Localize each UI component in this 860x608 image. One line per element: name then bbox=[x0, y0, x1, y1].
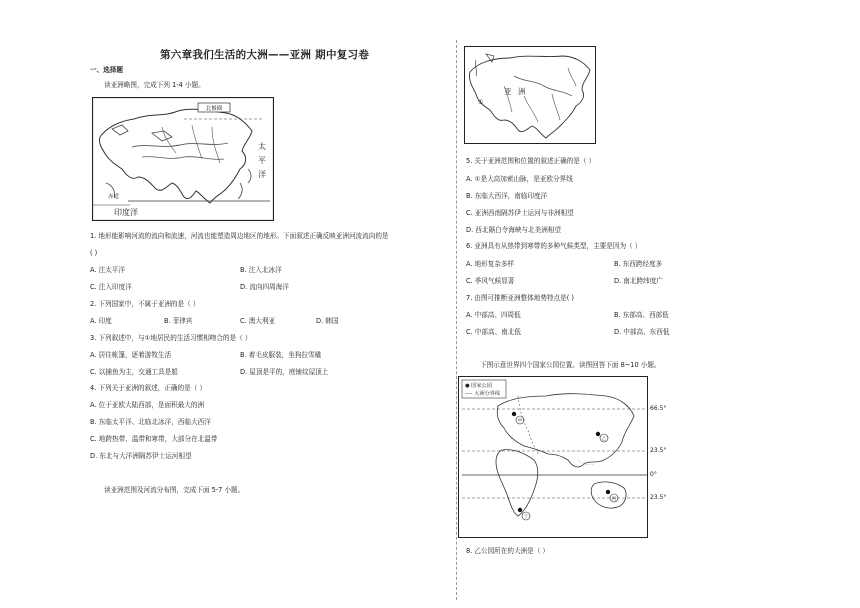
q4-option-d[interactable]: D. 东北与大洋洲隔苏伊士运河相望 bbox=[90, 452, 192, 460]
q1-blank: ( ) bbox=[90, 249, 98, 257]
q3-stem: 3. 下列叙述中，与①地居民的生活习惯相吻合的是（ ） bbox=[90, 334, 252, 342]
legend-park: ● 国家公园 bbox=[465, 383, 492, 389]
park-mark-bing: 丙 bbox=[611, 497, 617, 502]
q3-option-c[interactable]: C. 以捕鱼为主，交通工具是船 bbox=[90, 368, 178, 376]
park-mark-yi: 乙 bbox=[601, 437, 607, 442]
asia-rivers-map bbox=[464, 46, 596, 144]
q4-option-a[interactable]: A. 位于亚欧大陆西部，是面积最大的洲 bbox=[90, 401, 205, 409]
q4-stem: 4. 下列关于亚洲的叙述，正确的是（ ） bbox=[90, 384, 206, 392]
column-divider bbox=[456, 40, 457, 600]
park-mark-ding: 丁 bbox=[523, 515, 529, 520]
q1-option-a[interactable]: A. 注太平洋 bbox=[90, 266, 125, 274]
map2-label-ya: 亚 bbox=[504, 87, 512, 96]
q5-option-d[interactable]: D. 西北隔白令海峡与北美洲相望 bbox=[466, 226, 561, 234]
park-mark-jia: 甲 bbox=[517, 419, 523, 424]
lat-label-23-5s: 23.5° bbox=[650, 494, 667, 501]
intro-q1-4: 读亚洲略图，完成下列 1-4 小题。 bbox=[104, 81, 205, 89]
q3-option-a[interactable]: A. 居住帐篷，逐着游牧生活 bbox=[90, 351, 172, 359]
q7-option-a[interactable]: A. 中部高、四周低 bbox=[466, 311, 521, 319]
q5-stem: 5. 关于亚洲范围和位置的叙述正确的是（ ） bbox=[466, 157, 596, 165]
q3-option-b[interactable]: B. 着毛皮服装，坐狗拉雪橇 bbox=[240, 351, 322, 359]
q4-option-c[interactable]: C. 地跨热带、温带和寒带，大部分在北温带 bbox=[90, 435, 218, 443]
q2-option-a[interactable]: A. 印度 bbox=[90, 317, 112, 325]
arctic-circle-label: 北极圈 bbox=[205, 106, 223, 112]
q4-option-b[interactable]: B. 东临太平洋、北临北冰洋，西临大西洋 bbox=[90, 418, 211, 426]
section-heading: 一、选择题 bbox=[90, 66, 123, 74]
legend-boundary: ---- 大洲分界线 bbox=[465, 391, 501, 397]
q1-stem: 1. 地形能影响河流的流向和流速，河流也能塑造周边地区的地形。下面叙述正确反映亚洲河流流向的是 bbox=[90, 232, 389, 240]
world-parks-map bbox=[458, 376, 680, 540]
q5-option-a[interactable]: A. ①是大高加索山脉，是亚欧分界线 bbox=[466, 175, 573, 183]
q7-option-c[interactable]: C. 中部高、南北低 bbox=[466, 328, 521, 336]
lat-label-0: 0° bbox=[650, 471, 657, 478]
intro-q5-7: 读亚洲范围及河流分布图，完成下面 5-7 小题。 bbox=[104, 486, 245, 494]
q1-option-d[interactable]: D. 流向四周海洋 bbox=[240, 283, 289, 291]
q3-option-d[interactable]: D. 屋顶是平的，庭铺纹屋顶上 bbox=[240, 368, 329, 376]
q1-option-b[interactable]: B. 注入北冰洋 bbox=[240, 266, 282, 274]
q6-option-c[interactable]: C. 季风气候显著 bbox=[466, 277, 515, 285]
q2-option-c[interactable]: C. 澳大利亚 bbox=[240, 317, 276, 325]
indian-ocean-label: 印度洋 bbox=[114, 208, 138, 217]
intro-q8-10: 下图示意世界四个国家公园位置。读图回答下面 8~10 小题。 bbox=[480, 361, 661, 369]
page-title: 第六章我们生活的大洲——亚洲 期中复习卷 bbox=[160, 49, 370, 61]
q2-stem: 2. 下列国家中，不属于亚洲的是（ ） bbox=[90, 300, 200, 308]
equator-label: 赤道 bbox=[108, 194, 120, 200]
q7-option-d[interactable]: D. 中部高、东西低 bbox=[614, 328, 670, 336]
pacific-label-2: 平 bbox=[258, 156, 266, 165]
map2-label-zhou: 洲 bbox=[518, 87, 526, 96]
q2-option-d[interactable]: D. 韩国 bbox=[316, 317, 339, 325]
q7-option-b[interactable]: B. 东部高、西部低 bbox=[614, 311, 669, 319]
q6-option-b[interactable]: B. 东西跨经度多 bbox=[614, 260, 663, 268]
q1-option-c[interactable]: C. 注入印度洋 bbox=[90, 283, 132, 291]
q5-option-c[interactable]: C. 亚洲西南隔苏伊士运河与非洲相望 bbox=[466, 209, 574, 217]
lat-label-23-5n: 23.5° bbox=[650, 447, 667, 454]
map2-mark-1: ① bbox=[478, 99, 484, 106]
lat-label-66-5: 66.5° bbox=[650, 405, 667, 412]
q6-option-a[interactable]: A. 地形复杂多样 bbox=[466, 260, 515, 268]
asia-sketch-map bbox=[92, 97, 274, 221]
pacific-label-3: 洋 bbox=[258, 170, 266, 179]
q8-stem: 8. 乙公园所在的大洲是（ ） bbox=[466, 547, 550, 555]
q7-stem: 7. 由图可推断亚洲整体地势特点是( ) bbox=[466, 294, 574, 302]
q6-option-d[interactable]: D. 南北跨纬度广 bbox=[614, 277, 663, 285]
q6-stem: 6. 亚洲具有从热带到寒带的多种气候类型，主要是因为（ ） bbox=[466, 242, 642, 250]
pacific-label-1: 太 bbox=[258, 142, 266, 151]
q2-option-b[interactable]: B. 菲律宾 bbox=[164, 317, 193, 325]
q5-option-b[interactable]: B. 东临大西洋，南临印度洋 bbox=[466, 192, 548, 200]
